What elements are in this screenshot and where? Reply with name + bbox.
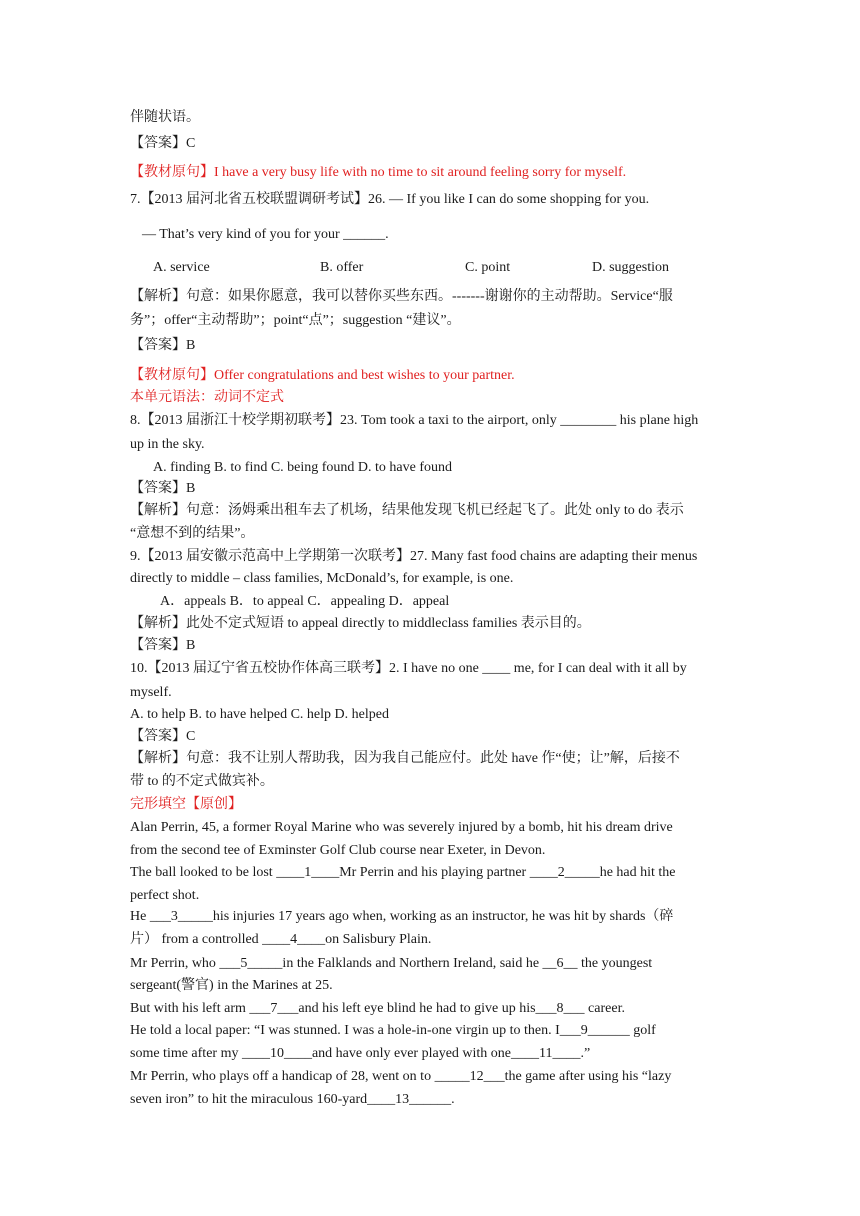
cloze-passage-line: sergeant(警官) in the Marines at 25. (130, 978, 333, 993)
question-8-options: A. finding B. to find C. being found D. to have found (153, 460, 453, 475)
cloze-passage-line: perfect shot. (130, 888, 200, 903)
question-8-stem: 8.【2013 届浙江十校学期初联考】23. Tom took a taxi to the airport, only ________ his plane high (130, 413, 699, 428)
q7-option-d: D. suggestion (592, 260, 669, 275)
cloze-passage-line: 片） from a controlled ____4____on Salisbury Plain. (130, 932, 432, 947)
question-10-stem: 10.【2013 届辽宁省五校协作体高三联考】2. I have no one ____ me, for I can deal with it all by (130, 661, 687, 676)
q7-option-c: C. point (465, 260, 511, 275)
analysis-line: 务”；offer“主动帮助”；point“点”；suggestion “建议”。 (130, 313, 461, 328)
q7-option-a: A. service (153, 260, 210, 275)
question-7-stem: 7.【2013 届河北省五校联盟调研考试】26. — If you like I can do some shopping for you. (130, 192, 650, 207)
analysis-line: 【解析】句意：如果你愿意，我可以替你买些东西。-------谢谢你的主动帮助。Service“服 (130, 289, 673, 304)
answer-line: 【答案】B (130, 638, 196, 653)
cloze-passage-line: The ball looked to be lost ____1____Mr Perrin and his playing partner ____2_____he had hit the (130, 865, 676, 880)
question-10-options: A. to help B. to have helped C. help D. helped (130, 707, 389, 722)
analysis-line: “意想不到的结果”。 (130, 526, 255, 541)
cloze-passage-line: Mr Perrin, who ___5_____in the Falklands and Northern Ireland, said he __6__ the youngest (130, 956, 653, 971)
question-9-options: A．appeals B．to appeal C．appealing D．appeal (160, 594, 450, 609)
analysis-line: 【解析】句意：我不让别人帮助我，因为我自己能应付。此处 have 作“使；让”解，后接不 (130, 751, 680, 766)
answer-line: 【答案】C (130, 136, 196, 151)
analysis-line: 【解析】句意：汤姆乘出租车去了机场，结果他发现飞机已经起飞了。此处 only to do 表示 (130, 503, 684, 518)
textbook-original-sentence: 【教材原句】Offer congratulations and best wishes to your partner. (130, 368, 515, 383)
cloze-passage-line: Mr Perrin, who plays off a handicap of 28, went on to _____12___the game after using his “lazy (130, 1069, 672, 1084)
cloze-passage-line: He told a local paper: “I was stunned. I was a hole-in-one virgin up to then. I___9______ golf (130, 1023, 656, 1038)
text-line: 伴随状语。 (130, 110, 200, 125)
question-9-stem: directly to middle – class families, McDonald’s, for example, is one. (130, 571, 514, 586)
cloze-passage-line: from the second tee of Exminster Golf Club course near Exeter, in Devon. (130, 843, 546, 858)
analysis-line: 带 to 的不定式做宾补。 (130, 774, 274, 789)
answer-line: 【答案】B (130, 481, 196, 496)
answer-line: 【答案】B (130, 338, 196, 353)
q7-option-b: B. offer (320, 260, 364, 275)
cloze-passage-line: some time after my ____10____and have only ever played with one____11____.” (130, 1046, 591, 1061)
textbook-original-sentence: 【教材原句】I have a very busy life with no time to sit around feeling sorry for myself. (130, 165, 627, 180)
question-9-stem: 9.【2013 届安徽示范高中上学期第一次联考】27. Many fast food chains are adapting their menus (130, 549, 698, 564)
question-7-dialogue: — That’s very kind of you for your ______. (142, 227, 389, 242)
question-10-stem: myself. (130, 685, 172, 700)
answer-line: 【答案】C (130, 729, 196, 744)
analysis-line: 【解析】此处不定式短语 to appeal directly to middleclass families 表示目的。 (130, 616, 591, 631)
section-heading-grammar: 本单元语法：动词不定式 (130, 390, 284, 405)
question-8-stem: up in the sky. (130, 437, 205, 452)
section-heading-cloze: 完形填空【原创】 (130, 797, 242, 812)
cloze-passage-line: He ___3_____his injuries 17 years ago when, working as an instructor, he was hit by shards（碎 (130, 909, 674, 924)
cloze-passage-line: Alan Perrin, 45, a former Royal Marine who was severely injured by a bomb, hit his dream drive (130, 820, 673, 835)
cloze-passage-line: seven iron” to hit the miraculous 160-yard____13______. (130, 1092, 455, 1107)
cloze-passage-line: But with his left arm ___7___and his left eye blind he had to give up his___8___ career. (130, 1001, 625, 1016)
